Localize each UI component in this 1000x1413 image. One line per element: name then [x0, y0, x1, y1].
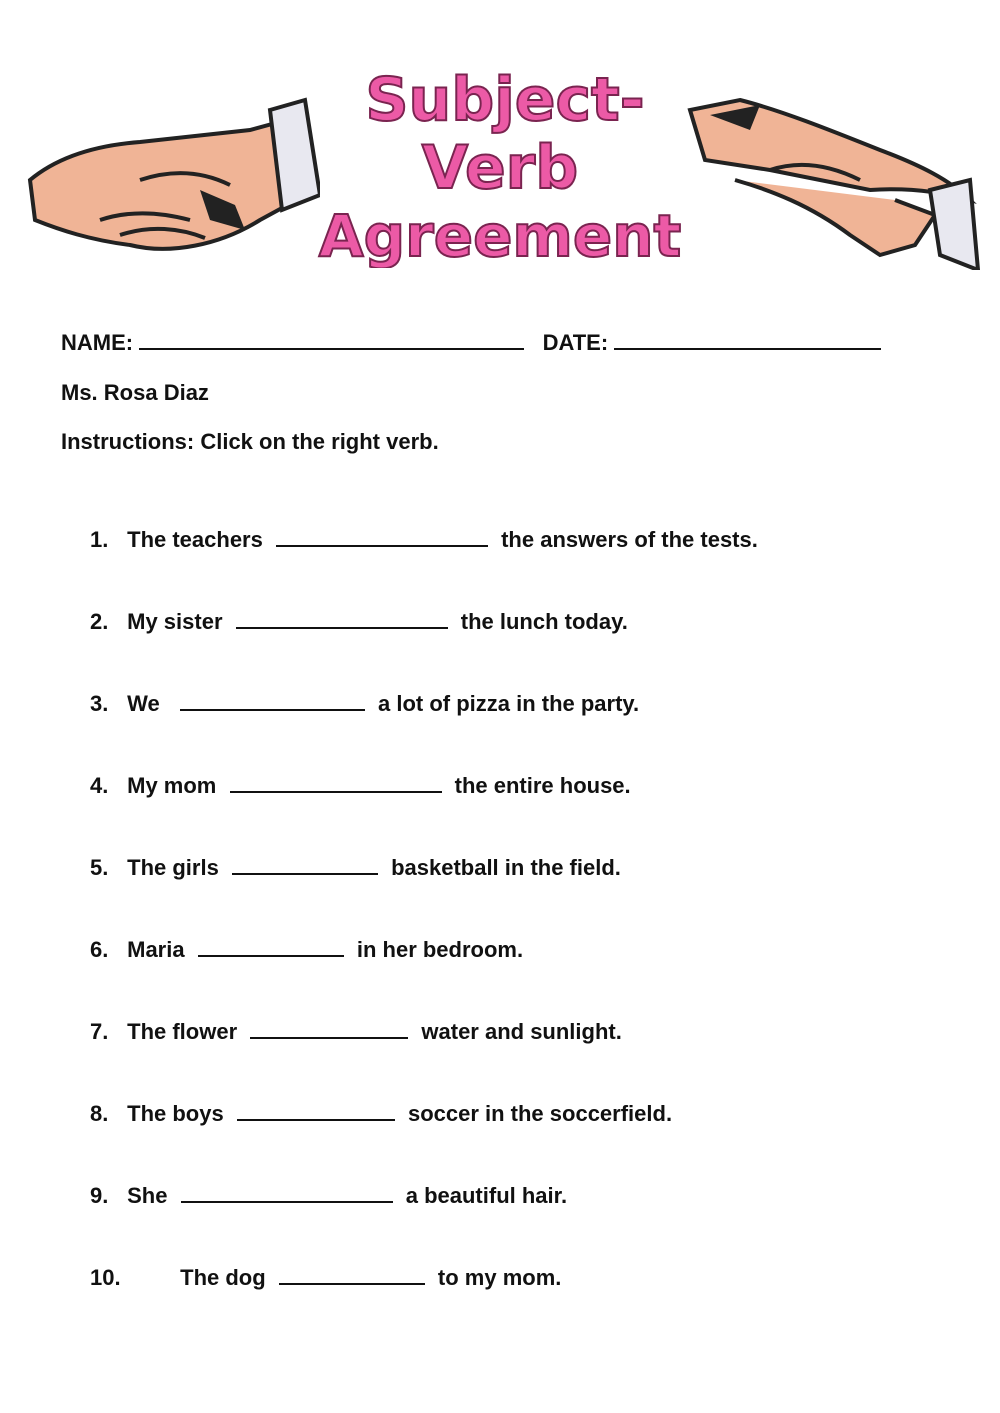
question-subject: My mom	[127, 773, 217, 798]
title-line-3: Agreement	[318, 202, 682, 268]
question-subject: The boys	[127, 1101, 224, 1126]
name-field[interactable]	[139, 330, 524, 350]
question-number: 9.	[90, 1183, 109, 1208]
question-number: 2.	[90, 609, 109, 634]
question-item	[90, 772, 631, 800]
answer-blank[interactable]	[232, 855, 378, 875]
answer-blank[interactable]	[279, 1265, 425, 1285]
question-number: 4.	[90, 773, 109, 798]
question-item	[90, 690, 639, 718]
question-number: 8.	[90, 1101, 109, 1126]
answer-blank[interactable]	[180, 691, 365, 711]
question-predicate: soccer in the soccerfield.	[407, 1101, 673, 1126]
title-line-1: Subject-	[365, 65, 645, 135]
name-label: NAME:	[61, 330, 134, 355]
question-item	[90, 526, 758, 554]
question-predicate: basketball in the field.	[391, 855, 621, 880]
question-predicate: the answers of the tests.	[501, 527, 758, 552]
answer-blank[interactable]	[236, 609, 448, 629]
date-field[interactable]	[614, 330, 881, 350]
question-subject: The flower	[127, 1019, 238, 1044]
question-predicate: the lunch today.	[460, 609, 628, 634]
question-subject: The dog	[180, 1265, 266, 1290]
question-item	[90, 1018, 622, 1046]
question-subject: She	[127, 1183, 168, 1208]
worksheet-header	[0, 50, 1000, 280]
question-subject: The girls	[127, 855, 219, 880]
answer-blank[interactable]	[250, 1019, 408, 1039]
question-predicate: a beautiful hair.	[405, 1183, 568, 1208]
answer-blank[interactable]	[198, 937, 344, 957]
question-subject: The teachers	[127, 527, 263, 552]
question-subject: Maria	[127, 937, 185, 962]
question-predicate: a lot of pizza in the party.	[377, 691, 640, 716]
question-number: 3.	[90, 691, 109, 716]
question-predicate: water and sunlight.	[421, 1019, 622, 1044]
answer-blank[interactable]	[237, 1101, 395, 1121]
question-number: 10.	[90, 1265, 121, 1290]
question-predicate: the entire house.	[454, 773, 631, 798]
question-subject: My sister	[127, 609, 223, 634]
question-item	[90, 1182, 567, 1210]
handshake-right-icon	[680, 70, 980, 270]
question-number: 6.	[90, 937, 109, 962]
question-item	[90, 854, 621, 882]
question-item	[90, 1264, 561, 1292]
question-item	[90, 608, 628, 636]
question-subject: We	[127, 691, 160, 716]
title-line-2: Verb	[421, 133, 579, 203]
question-predicate: in her bedroom.	[356, 937, 524, 962]
question-item	[90, 1100, 672, 1128]
answer-blank[interactable]	[276, 527, 488, 547]
question-number: 5.	[90, 855, 109, 880]
answer-blank[interactable]	[181, 1183, 393, 1203]
name-date-row	[61, 330, 881, 356]
handshake-left-icon	[20, 70, 320, 270]
question-predicate: to my mom.	[437, 1265, 562, 1290]
answer-blank[interactable]	[230, 773, 442, 793]
teacher-name: Ms. Rosa Diaz	[61, 380, 209, 405]
date-label: DATE:	[542, 330, 609, 355]
question-item	[90, 936, 523, 964]
question-number: 7.	[90, 1019, 109, 1044]
question-number: 1.	[90, 527, 109, 552]
title-banner	[305, 58, 695, 268]
instructions: Instructions: Click on the right verb.	[61, 429, 439, 454]
